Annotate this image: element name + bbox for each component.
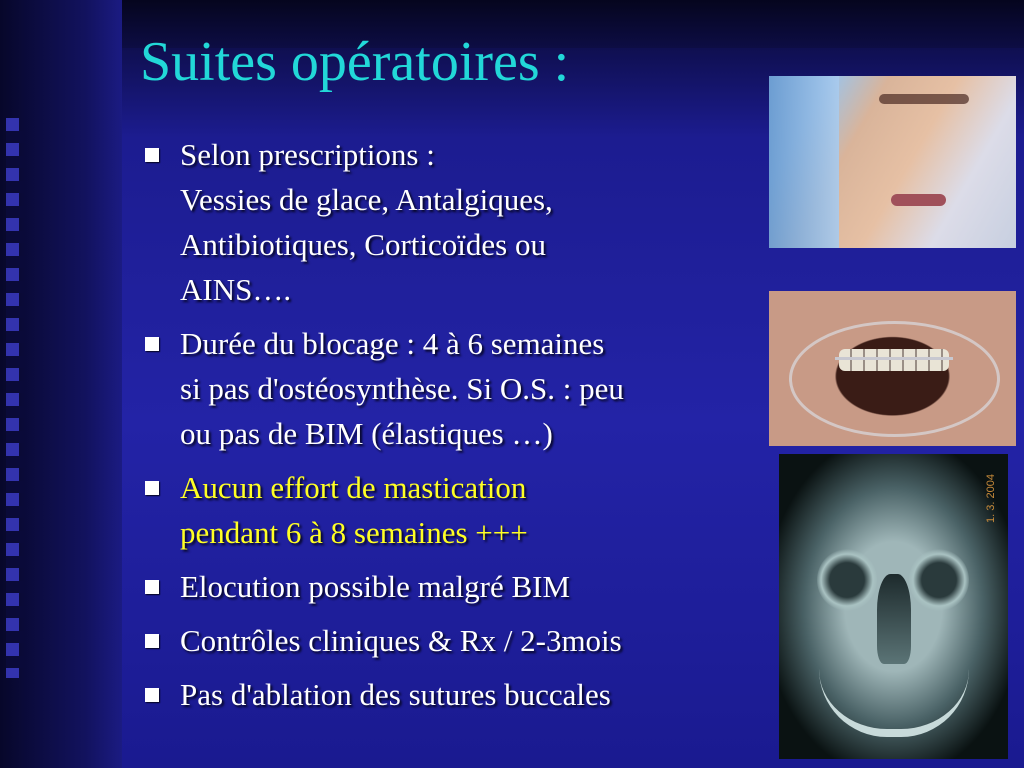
intermaxillary-fixation-photo xyxy=(769,291,1016,446)
bullet-line: Pas d'ablation des sutures buccales xyxy=(180,677,611,712)
bullet-line: pendant 6 à 8 semaines +++ xyxy=(180,515,528,550)
lip-retractor xyxy=(789,321,1000,437)
bullet-line: Aucun effort de mastication xyxy=(180,470,527,505)
bullet-line: Antibiotiques, Corticoïdes ou xyxy=(180,227,546,262)
bullet-line: Durée du blocage : 4 à 6 semaines xyxy=(180,326,605,361)
bullet-item-mastication xyxy=(140,465,762,555)
square-bullet-icon xyxy=(145,148,159,162)
square-bullet-icon xyxy=(145,481,159,495)
slide-title: Suites opératoires : xyxy=(140,31,570,93)
square-bullet-icon xyxy=(145,688,159,702)
bullet-item-sutures xyxy=(140,672,762,717)
xray-date-stamp: 1. 3. 2004 xyxy=(985,474,997,523)
bullet-line: Elocution possible malgré BIM xyxy=(180,569,571,604)
patient-face-photo xyxy=(769,76,1016,248)
bullet-item-elocution xyxy=(140,564,762,609)
bullet-line: Selon prescriptions : xyxy=(180,137,435,172)
nasal-cavity xyxy=(877,574,911,664)
bullet-item-duree-blocage xyxy=(140,321,762,456)
arch-bar-wire xyxy=(835,357,953,360)
square-bullet-icon xyxy=(145,337,159,351)
right-orbit xyxy=(909,549,969,611)
teeth xyxy=(839,349,949,371)
mandible xyxy=(819,669,969,737)
bullet-list xyxy=(140,132,762,726)
decor-squares xyxy=(6,118,26,678)
face-xray-image xyxy=(779,454,1008,759)
square-bullet-icon xyxy=(145,634,159,648)
bullet-line: ou pas de BIM (élastiques …) xyxy=(180,416,553,451)
bullet-item-controles xyxy=(140,618,762,663)
bullet-line: Contrôles cliniques & Rx / 2-3mois xyxy=(180,623,622,658)
closed-eyes xyxy=(879,94,969,104)
lips xyxy=(891,194,946,206)
left-orbit xyxy=(817,549,877,611)
bullet-item-prescriptions xyxy=(140,132,762,312)
bullet-line: si pas d'ostéosynthèse. Si O.S. : peu xyxy=(180,371,624,406)
bullet-line: Vessies de glace, Antalgiques, xyxy=(180,182,553,217)
bullet-line: AINS…. xyxy=(180,272,292,307)
square-bullet-icon xyxy=(145,580,159,594)
ice-pack xyxy=(769,76,839,248)
